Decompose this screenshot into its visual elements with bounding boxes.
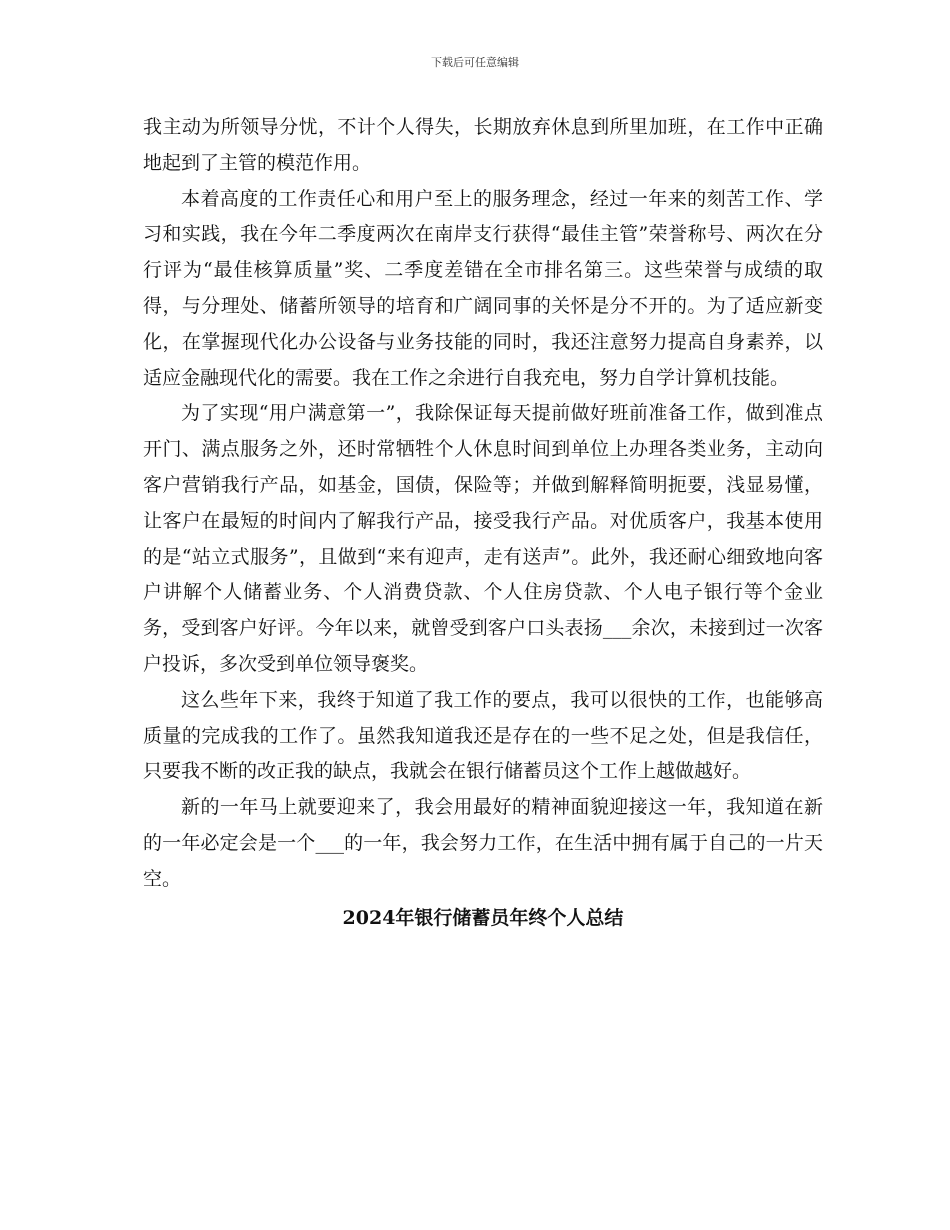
paragraph-3: 为了实现“用户满意第一”，我除保证每天提前做好班前准备工作，做到准点开门、满点服务之外，还时常牺牲个人休息时间到单位上办理各类业务，主动向客户营销我行产品，如基金，国债，保险等；并做到解释简明扼要，浅显易懂，让客户在最短的时间内了解我行产品，接受我行产品。对优质客户，我基本使用的是“站立式服务”，且做到“来有迎声，走有送声”。此外，我还耐心细致地向客户讲解个人储蓄业务、个人消费贷款、个人住房贷款、个人电子银行等个金业务，受到客户好评。今年以来，就曾受到客户口头表扬___余次，未接到过一次客户投诉，多次受到单位领导褒奖。 [143, 402, 823, 675]
page-header: 下载后可任意编辑 [431, 56, 519, 69]
document-body [143, 110, 823, 936]
section-title: 2024年银行储蓄员年终个人总结 [342, 906, 624, 929]
paragraph-4: 这么些年下来，我终于知道了我工作的要点，我可以很快的工作，也能够高质量的完成我的工作了。虽然我知道我还是存在的一些不足之处，但是我信任，只要我不断的改正我的缺点，我就会在银行储蓄员这个工作上越做越好。 [143, 688, 823, 783]
paragraph-2: 本着高度的工作责任心和用户至上的服务理念，经过一年来的刻苦工作、学习和实践，我在今年二季度两次在南岸支行获得“最佳主管”荣誉称号、两次在分行评为“最佳核算质量”奖、二季度差错在全市排名第三。这些荣誉与成绩的取得，与分理处、储蓄所领导的培育和广阔同事的关怀是分不开的。为了适应新变化，在掌握现代化办公设备与业务技能的同时，我还注意努力提高自身素养，以适应金融现代化的需要。我在工作之余进行自我充电，努力自学计算机技能。 [143, 187, 823, 389]
paragraph-1: 我主动为所领导分忧，不计个人得失，长期放弃休息到所里加班，在工作中正确地起到了主管的模范作用。 [143, 116, 823, 174]
paragraph-5: 新的一年马上就要迎来了，我会用最好的精神面貌迎接这一年，我知道在新的一年必定会是一个___的一年，我会努力工作，在生活中拥有属于自己的一片天空。 [143, 796, 823, 890]
